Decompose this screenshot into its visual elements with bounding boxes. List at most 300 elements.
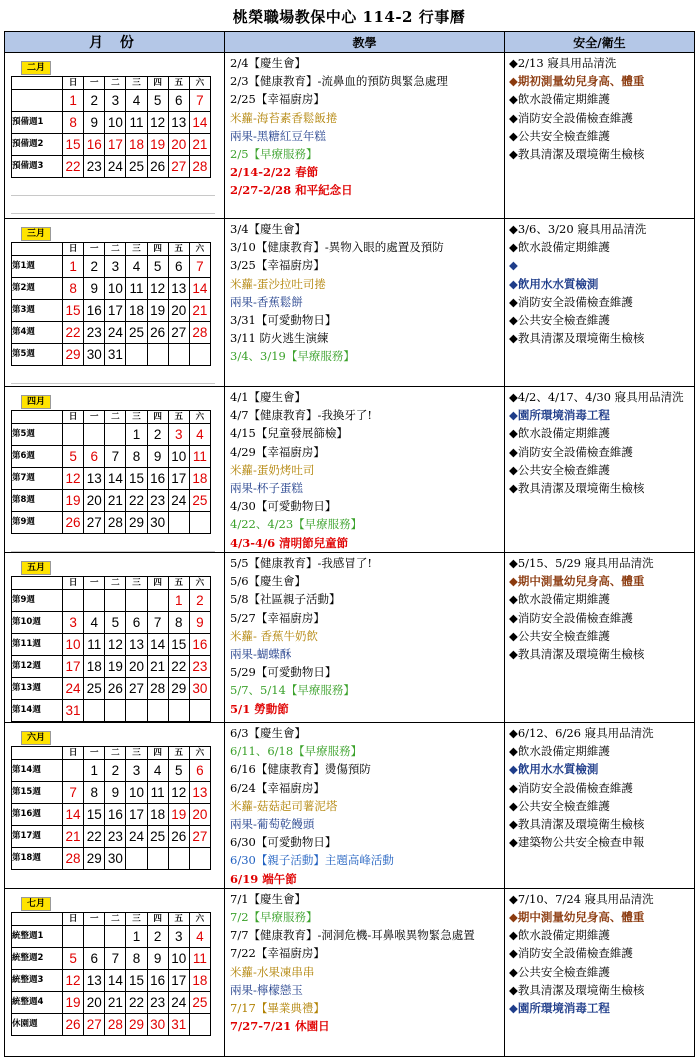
calendar-day: 22 (126, 991, 147, 1013)
month-row (5, 723, 695, 889)
calendar-day: 17 (126, 804, 147, 826)
month-row (5, 888, 695, 1056)
calendar-day: 17 (168, 969, 189, 991)
calendar-day: 9 (147, 446, 168, 468)
calendar-day (189, 848, 210, 870)
teaching-event: 6/24【幸福廚房】 (230, 780, 325, 795)
calendar-day (126, 344, 147, 366)
calendar-day: 10 (105, 278, 126, 300)
calendar-day: 22 (168, 656, 189, 678)
blank-note-line (11, 534, 215, 552)
calendar-day: 5 (63, 947, 84, 969)
week-row (12, 656, 211, 678)
teaching-list (225, 723, 504, 888)
safety-list (505, 387, 694, 497)
calendar-day: 2 (84, 256, 105, 278)
calendar-day: 24 (63, 678, 84, 700)
month-calendar-cell (5, 219, 225, 387)
calendar-day: 23 (84, 156, 105, 178)
weekday-header-row (12, 912, 211, 925)
calendar-day: 4 (189, 424, 210, 446)
safety-item: ◆教具清潔及環境衛生檢核 (509, 481, 645, 496)
safety-list (505, 889, 694, 1017)
safety-item: ◆消防安全設備檢查維護 (509, 610, 633, 625)
safety-item: ◆飲用水水質檢測 (509, 276, 599, 291)
calendar-day: 19 (168, 804, 189, 826)
calendar-table (4, 31, 695, 1057)
teaching-event: 6/3【慶生會】 (230, 726, 307, 740)
calendar-day: 11 (189, 446, 210, 468)
calendar-day: 9 (84, 278, 105, 300)
week-label: 第13週 (12, 678, 63, 700)
calendar-day: 18 (126, 300, 147, 322)
calendar-day: 7 (189, 256, 210, 278)
weekday-header: 三 (126, 243, 147, 256)
teaching-cell (225, 553, 505, 723)
teaching-event: 兩果-杯子蛋糕 (230, 481, 303, 496)
week-label: 第8週 (12, 490, 63, 512)
week-label: 第5週 (12, 424, 63, 446)
calendar-day (126, 590, 147, 612)
calendar-day: 17 (105, 300, 126, 322)
weekday-header: 六 (189, 77, 210, 90)
teaching-event: 3/25【幸福廚房】 (230, 258, 325, 273)
teaching-event: 兩果-蝴蝶酥 (230, 647, 292, 662)
calendar-day: 13 (168, 278, 189, 300)
weekday-header: 一 (84, 577, 105, 590)
weekday-header: 一 (84, 77, 105, 90)
calendar-day (189, 344, 210, 366)
calendar-day: 1 (168, 590, 189, 612)
month-grid (11, 242, 211, 366)
weekday-header: 二 (105, 747, 126, 760)
calendar-day: 9 (105, 782, 126, 804)
weekday-header: 四 (147, 747, 168, 760)
week-label: 預備週3 (12, 156, 63, 178)
calendar-day: 16 (147, 468, 168, 490)
calendar-day: 22 (63, 322, 84, 344)
teaching-event: 4/29【幸福廚房】 (230, 444, 325, 459)
teaching-event: 4/15【兒童發展篩檢】 (230, 426, 348, 441)
teaching-event: 5/8【社區親子活動】 (230, 592, 341, 607)
teaching-event: 4/22、4/23【早療服務】 (230, 517, 363, 532)
week-label: 第15週 (12, 782, 63, 804)
calendar-day: 7 (147, 612, 168, 634)
calendar-day: 29 (63, 344, 84, 366)
teaching-event: 兩果-檸檬戀玉 (230, 982, 303, 997)
calendar-day: 10 (168, 446, 189, 468)
calendar-day (63, 925, 84, 947)
calendar-day (168, 512, 189, 534)
calendar-day: 23 (189, 656, 210, 678)
safety-item: ◆4/2、4/17、4/30 寢具用品清洗 (509, 390, 684, 404)
mini-calendar (5, 387, 224, 552)
month-label: 五月 (21, 561, 51, 575)
calendar-day: 4 (126, 256, 147, 278)
week-label: 第3週 (12, 300, 63, 322)
calendar-day: 18 (126, 134, 147, 156)
week-row (12, 156, 211, 178)
week-row (12, 112, 211, 134)
calendar-day: 2 (147, 925, 168, 947)
week-row (12, 947, 211, 969)
calendar-day: 16 (84, 300, 105, 322)
month-grid (11, 410, 211, 534)
teaching-cell (225, 53, 505, 219)
safety-item: ◆消防安全設備檢查維護 (509, 780, 633, 795)
weekday-header: 五 (168, 912, 189, 925)
teaching-event: 5/1 勞動節 (230, 701, 289, 716)
teaching-event: 兩果-黑糖紅豆年糕 (230, 128, 326, 143)
calendar-day: 7 (189, 90, 210, 112)
calendar-day: 12 (63, 969, 84, 991)
week-row (12, 826, 211, 848)
teaching-list (225, 53, 504, 200)
safety-item: ◆6/12、6/26 寢具用品清洗 (509, 726, 654, 740)
calendar-day: 10 (168, 947, 189, 969)
calendar-day: 16 (84, 134, 105, 156)
calendar-day (63, 590, 84, 612)
teaching-cell (225, 219, 505, 387)
weekday-header: 五 (168, 77, 189, 90)
calendar-day: 3 (168, 925, 189, 947)
calendar-day: 14 (189, 112, 210, 134)
month-calendar-cell (5, 723, 225, 889)
calendar-day: 30 (105, 848, 126, 870)
weekday-header: 一 (84, 747, 105, 760)
safety-cell (505, 723, 695, 889)
safety-item: ◆期中測量幼兒身高、體重 (509, 910, 645, 925)
week-label-spacer (12, 577, 63, 590)
calendar-day: 28 (189, 156, 210, 178)
safety-cell (505, 53, 695, 219)
week-row (12, 300, 211, 322)
calendar-day: 25 (126, 322, 147, 344)
calendar-day: 3 (168, 424, 189, 446)
calendar-day: 10 (126, 782, 147, 804)
weekday-header: 日 (63, 411, 84, 424)
calendar-day: 14 (147, 634, 168, 656)
week-label (12, 90, 63, 112)
weekday-header: 六 (189, 411, 210, 424)
teaching-event: 5/29【可愛動物日】 (230, 665, 337, 680)
week-row (12, 848, 211, 870)
calendar-day: 27 (168, 156, 189, 178)
safety-item: ◆飲水設備定期維護 (509, 240, 610, 255)
calendar-day (84, 700, 105, 722)
teaching-event: 5/7、5/14【早療服務】 (230, 683, 355, 698)
week-label-spacer (12, 243, 63, 256)
calendar-day: 24 (105, 156, 126, 178)
calendar-day: 6 (189, 760, 210, 782)
week-label: 第17週 (12, 826, 63, 848)
safety-item: ◆消防安全設備檢查維護 (509, 946, 633, 961)
safety-item: ◆公共安全檢查維護 (509, 313, 610, 328)
weekday-header: 二 (105, 411, 126, 424)
safety-item: ◆消防安全設備檢查維護 (509, 444, 633, 459)
week-row (12, 424, 211, 446)
month-label: 三月 (21, 227, 51, 241)
safety-cell (505, 888, 695, 1056)
calendar-day: 29 (168, 678, 189, 700)
calendar-day: 9 (84, 112, 105, 134)
calendar-day (147, 344, 168, 366)
calendar-day: 23 (147, 991, 168, 1013)
mini-calendar (5, 723, 224, 870)
safety-cell (505, 219, 695, 387)
calendar-day: 25 (189, 991, 210, 1013)
week-label: 第14週 (12, 700, 63, 722)
calendar-day: 9 (147, 947, 168, 969)
calendar-day (147, 848, 168, 870)
calendar-day: 18 (189, 468, 210, 490)
calendar-day: 20 (126, 656, 147, 678)
header-row (5, 32, 695, 53)
calendar-day: 27 (189, 826, 210, 848)
week-row (12, 278, 211, 300)
calendar-day: 8 (84, 782, 105, 804)
calendar-day (126, 700, 147, 722)
calendar-day: 2 (189, 590, 210, 612)
calendar-day: 14 (105, 969, 126, 991)
safety-item: ◆教具清潔及環境衛生檢核 (509, 331, 645, 346)
calendar-day: 26 (63, 512, 84, 534)
calendar-day: 17 (168, 468, 189, 490)
mini-calendar (5, 53, 224, 214)
calendar-day: 20 (168, 134, 189, 156)
calendar-day: 1 (84, 760, 105, 782)
calendar-day: 19 (63, 490, 84, 512)
safety-item: ◆飲水設備定期維護 (509, 744, 610, 759)
week-row (12, 969, 211, 991)
calendar-day: 26 (147, 322, 168, 344)
safety-item: ◆教具清潔及環境衛生檢核 (509, 817, 645, 832)
week-label: 第12週 (12, 656, 63, 678)
teaching-event: 兩果-葡萄乾饅頭 (230, 817, 315, 832)
calendar-day: 15 (84, 804, 105, 826)
safety-item: ◆7/10、7/24 寢具用品清洗 (509, 891, 654, 906)
calendar-day (84, 424, 105, 446)
calendar-day: 18 (84, 656, 105, 678)
teaching-event: 米蘿-蛋沙拉吐司捲 (230, 276, 326, 291)
teaching-event: 兩果-香蕉鬆餅 (230, 294, 303, 309)
safety-item: ◆2/13 寢具用品清洗 (509, 56, 617, 70)
teaching-cell (225, 387, 505, 553)
teaching-event: 米蘿-菇菇起司薯泥塔 (230, 798, 338, 813)
calendar-day: 11 (126, 278, 147, 300)
calendar-day: 12 (105, 634, 126, 656)
calendar-day: 30 (147, 512, 168, 534)
safety-cell (505, 553, 695, 723)
safety-item: ◆飲水設備定期維護 (509, 92, 610, 107)
calendar-day: 6 (168, 90, 189, 112)
week-label: 休園週 (12, 1013, 63, 1035)
calendar-day: 29 (84, 848, 105, 870)
calendar-day: 16 (147, 969, 168, 991)
safety-item: ◆公共安全檢查維護 (509, 628, 610, 643)
calendar-day: 20 (84, 991, 105, 1013)
calendar-day (105, 424, 126, 446)
calendar-day: 20 (84, 490, 105, 512)
calendar-day: 14 (105, 468, 126, 490)
teaching-event: 2/4【慶生會】 (230, 56, 307, 70)
calendar-day: 29 (126, 1013, 147, 1035)
calendar-day: 6 (168, 256, 189, 278)
week-label: 第14週 (12, 760, 63, 782)
week-label: 第11週 (12, 634, 63, 656)
weekday-header: 五 (168, 577, 189, 590)
weekday-header-row (12, 577, 211, 590)
calendar-day: 27 (84, 1013, 105, 1035)
calendar-day: 11 (147, 782, 168, 804)
calendar-day: 15 (63, 134, 84, 156)
weekday-header: 一 (84, 912, 105, 925)
week-label: 第10週 (12, 612, 63, 634)
calendar-day: 3 (105, 256, 126, 278)
calendar-day: 30 (189, 678, 210, 700)
teaching-event: 5/6【慶生會】 (230, 574, 307, 589)
calendar-day: 8 (168, 612, 189, 634)
month-row (5, 219, 695, 387)
safety-item: ◆公共安全檢查維護 (509, 798, 610, 813)
safety-item: ◆消防安全設備檢查維護 (509, 110, 633, 125)
month-calendar-cell (5, 387, 225, 553)
safety-list (505, 553, 694, 663)
weekday-header: 日 (63, 77, 84, 90)
calendar-day (168, 344, 189, 366)
week-row (12, 678, 211, 700)
safety-item: ◆ (509, 258, 518, 273)
calendar-day: 15 (126, 969, 147, 991)
calendar-day: 6 (126, 612, 147, 634)
calendar-day: 15 (168, 634, 189, 656)
safety-item: ◆期初測量幼兒身高、體重 (509, 74, 645, 89)
calendar-day: 24 (105, 322, 126, 344)
calendar-day: 26 (147, 156, 168, 178)
week-label: 第2週 (12, 278, 63, 300)
weekday-header: 二 (105, 243, 126, 256)
week-label: 第18週 (12, 848, 63, 870)
teaching-cell (225, 888, 505, 1056)
calendar-day: 16 (105, 804, 126, 826)
week-label: 第5週 (12, 344, 63, 366)
week-label-spacer (12, 411, 63, 424)
calendar-day: 27 (84, 512, 105, 534)
calendar-day: 28 (189, 322, 210, 344)
calendar-day: 8 (126, 947, 147, 969)
safety-item: ◆5/15、5/29 寢具用品清洗 (509, 556, 654, 570)
calendar-day: 7 (105, 446, 126, 468)
calendar-day: 29 (126, 512, 147, 534)
calendar-day: 10 (63, 634, 84, 656)
teaching-event: 2/25【幸福廚房】 (230, 92, 325, 107)
calendar-day (84, 590, 105, 612)
calendar-day: 8 (63, 278, 84, 300)
safety-item: ◆公共安全檢查維護 (509, 462, 610, 477)
safety-item: ◆教具清潔及環境衛生檢核 (509, 647, 645, 662)
calendar-day: 16 (189, 634, 210, 656)
week-row (12, 490, 211, 512)
calendar-day: 25 (147, 826, 168, 848)
calendar-day: 25 (189, 490, 210, 512)
safety-list (505, 723, 694, 851)
week-label: 第7週 (12, 468, 63, 490)
calendar-day: 6 (84, 446, 105, 468)
weekday-header: 三 (126, 77, 147, 90)
weekday-header: 五 (168, 411, 189, 424)
calendar-day: 13 (126, 634, 147, 656)
calendar-day: 4 (147, 760, 168, 782)
calendar-day: 28 (147, 678, 168, 700)
mini-calendar (5, 219, 224, 384)
calendar-day: 15 (63, 300, 84, 322)
safety-item: ◆3/6、3/20 寢具用品清洗 (509, 222, 647, 236)
safety-column-header: 安全/衛生 (505, 32, 695, 53)
calendar-day: 18 (147, 804, 168, 826)
teaching-event: 6/30【可愛動物日】 (230, 835, 337, 850)
safety-item: ◆飲用水水質檢測 (509, 762, 599, 777)
week-row (12, 760, 211, 782)
teaching-event: 7/7【健康教育】-洞洞危機-耳鼻喉異物緊急處置 (230, 928, 475, 943)
weekday-header: 五 (168, 747, 189, 760)
week-row (12, 512, 211, 534)
calendar-day (189, 512, 210, 534)
weekday-header: 三 (126, 577, 147, 590)
week-label-spacer (12, 747, 63, 760)
month-column-header: 月 份 (5, 32, 225, 53)
teaching-event: 2/3【健康教育】-流鼻血的預防與緊急處理 (230, 74, 448, 89)
teaching-list (225, 387, 504, 552)
teaching-event: 3/4、3/19【早療服務】 (230, 349, 355, 364)
calendar-day: 19 (105, 656, 126, 678)
teaching-list (225, 889, 504, 1036)
calendar-day: 21 (189, 134, 210, 156)
weekday-header: 五 (168, 243, 189, 256)
calendar-day (189, 1013, 210, 1035)
week-row (12, 590, 211, 612)
weekday-header: 四 (147, 912, 168, 925)
month-grid (11, 76, 211, 178)
calendar-day: 21 (105, 991, 126, 1013)
week-row (12, 90, 211, 112)
teaching-event: 5/27【幸福廚房】 (230, 610, 325, 625)
weekday-header: 四 (147, 577, 168, 590)
week-row (12, 925, 211, 947)
week-row (12, 322, 211, 344)
weekday-header: 六 (189, 243, 210, 256)
safety-cell (505, 387, 695, 553)
mini-calendar (5, 889, 224, 1036)
calendar-day: 23 (84, 322, 105, 344)
month-row (5, 387, 695, 553)
teaching-event: 3/31【可愛動物日】 (230, 313, 337, 328)
safety-item: ◆飲水設備定期維護 (509, 592, 610, 607)
safety-item: ◆消防安全設備檢查維護 (509, 294, 633, 309)
weekday-header: 六 (189, 747, 210, 760)
week-row (12, 446, 211, 468)
teaching-event: 6/19 端午節 (230, 871, 297, 886)
calendar-day: 26 (168, 826, 189, 848)
week-label: 預備週1 (12, 112, 63, 134)
calendar-day: 22 (84, 826, 105, 848)
month-grid (11, 912, 211, 1036)
weekday-header: 日 (63, 577, 84, 590)
calendar-day: 5 (168, 760, 189, 782)
calendar-day: 10 (105, 112, 126, 134)
calendar-day: 17 (63, 656, 84, 678)
safety-item: ◆期中測量幼兒身高、體重 (509, 574, 645, 589)
weekday-header-row (12, 411, 211, 424)
